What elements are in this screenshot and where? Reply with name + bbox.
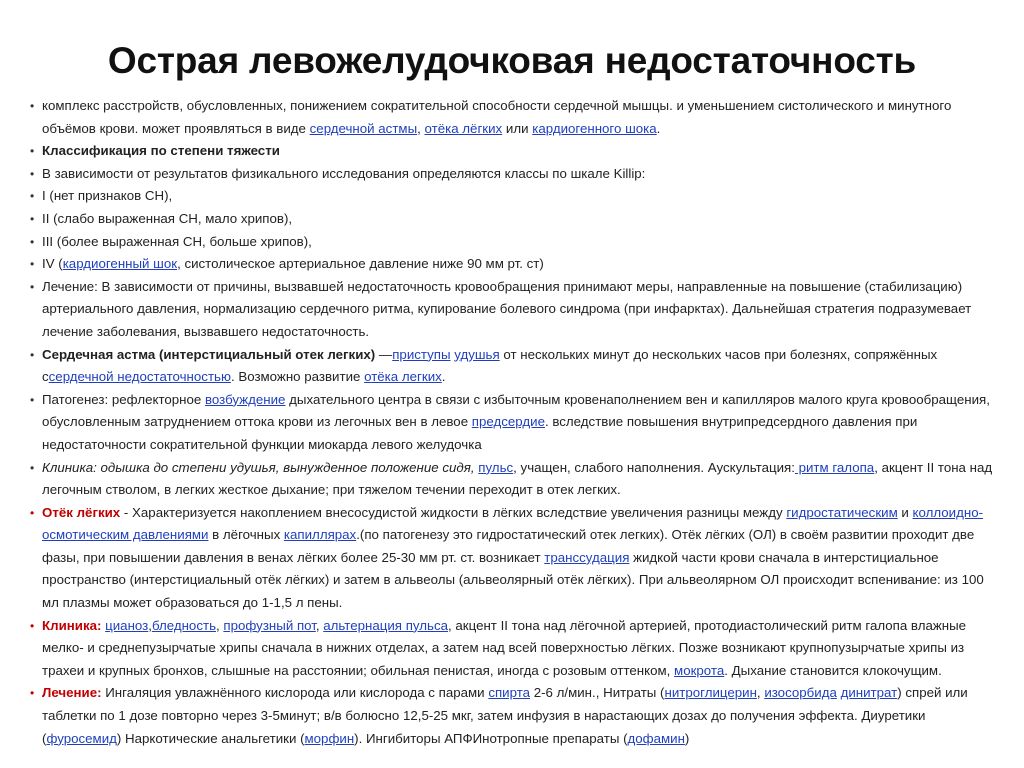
text: 2-6 л/мин., Нитраты ( — [530, 685, 665, 701]
text: - Характеризуется накоплением внесосудистой жидкости в лёгких вследствие увеличения разницы между — [120, 504, 787, 520]
text: , — [756, 685, 765, 701]
clinic-italic: Клиника: одышка до степени удушья, вынужденное положение сидя, — [42, 459, 475, 475]
link-cardiogenic-shock-2[interactable]: кардиогенный шок — [62, 256, 178, 272]
text: .(по патогенезу это гидростатический отек легких). Отёк лёгких (ОЛ) в своём развитии проходит две фазы, при повышении давления в венах лёгких более 25-30 мм рт. ст. возникает — [42, 527, 975, 565]
link-colloid-osmotic[interactable]: коллоидно-осмотическим давлениями — [42, 504, 984, 543]
link-morphine[interactable]: морфин — [304, 730, 355, 746]
edema-clinic-heading: Клиника: — [42, 617, 102, 633]
link-pulse[interactable]: пульс — [478, 459, 514, 475]
text: от нескольких минут до нескольких часов при болезнях, сопряжённых с — [42, 346, 938, 385]
text: комплекс расстройств, обусловленных, понижением сократительной способности сердечной мышцы. и уменьшением систолического и минутного объёмов крови. может проявляться в виде — [42, 98, 952, 136]
link-transudation[interactable]: транссудация — [544, 549, 630, 565]
page-title: Острая левожелудочковая недостаточность — [107, 40, 917, 81]
text: , — [148, 617, 152, 633]
link-cardiogenic-shock[interactable]: кардиогенного шока — [532, 120, 657, 136]
text: Патогенез: рефлекторное — [42, 391, 205, 407]
link-lung-edema[interactable]: отёка легких — [364, 369, 442, 385]
link-cardiac-asthma[interactable]: сердечной астмы — [309, 120, 418, 136]
link-gallop-rhythm[interactable]: ритм галопа — [794, 459, 875, 475]
lung-edema-heading: Отёк лёгких — [42, 504, 121, 520]
link-excitation[interactable]: возбуждение — [205, 391, 286, 407]
link-sputum[interactable]: мокрота — [674, 662, 725, 678]
bullet-killip — [28, 163, 996, 186]
text: , акцент II тона над лёгочной артерией, протодиастолический ритм галопа влажные мелко- и среднепузырчатые хрипы сначала в нижних отделах, а затем над всей поверхностью лёгких. Позже возникают крупнопузырчатые хрипы из трахеи и крупных бронхов, слышные на расстоянии; обильная пенистая, иногда с розовым оттенком, — [42, 617, 967, 678]
bullet-killip-3 — [28, 231, 996, 254]
bullet-edema-clinic — [28, 615, 996, 683]
text: , — [315, 617, 324, 633]
link-alcohol[interactable]: спирта — [488, 685, 531, 701]
text: , систолическое артериальное давление ниже 90 мм рт. ст) — [177, 256, 544, 272]
text: I (нет признаков СН), — [42, 188, 173, 204]
cardiac-asthma-heading: Сердечная астма (интерстициальный отек легких) — [42, 346, 376, 362]
link-nitroglycerin[interactable]: нитроглицерин — [664, 685, 757, 701]
text: В зависимости от результатов физикального исследования определяются классы по шкале Killip: — [42, 165, 646, 181]
bullet-clinic — [28, 457, 996, 502]
text: . вследствие повышения внутрипредсердного давления при недостаточности сократительной функции миокарда левого желудочка — [42, 414, 918, 452]
link-dopamine[interactable]: дофамин — [627, 730, 685, 746]
link-cyanosis[interactable]: цианоз — [105, 617, 149, 633]
bullet-pathogenesis — [28, 389, 996, 457]
link-dinitrate[interactable]: динитрат — [840, 685, 898, 701]
text: ) — [684, 730, 690, 746]
text: IV ( — [42, 256, 63, 272]
link-isosorbide[interactable]: изосорбида — [764, 685, 837, 701]
bullet-cardiac-asthma — [28, 344, 996, 389]
text: — — [375, 346, 393, 362]
bullet-edema-treatment — [28, 682, 996, 750]
text: жидкой части крови сначала в интерстициальное пространство (интерстициальный отёк лёгких) и затем в альвеолы (альвеолярный отёк лёгких). При альвеолярном ОЛ происходит вспенивание: из 100 мл плазмы может образоваться до 1-1,5 л пены. — [42, 549, 984, 611]
bullet-classification — [28, 140, 996, 163]
text: или — [502, 120, 533, 136]
bullet-definition — [28, 95, 996, 140]
bullet-killip-4 — [28, 253, 996, 276]
text: . Дыхание становится клокочущим. — [724, 662, 942, 678]
text: III (более выраженная СН, больше хрипов), — [42, 233, 312, 249]
link-pulse-alternation[interactable]: альтернация пульса — [323, 617, 448, 633]
link-capillaries[interactable]: капиллярах — [283, 527, 357, 543]
edema-treatment-heading: Лечение: — [42, 685, 102, 701]
link-profuse-sweat[interactable]: профузный пот — [223, 617, 316, 633]
text: ) Наркотические анальгетики ( — [116, 730, 305, 746]
link-pulmonary-edema[interactable]: отёка лёгких — [424, 120, 503, 136]
text: , учащен, слабого наполнения. Аускультация: — [513, 459, 795, 475]
bullet-list — [28, 95, 996, 750]
text: , — [216, 617, 224, 633]
text: II (слабо выраженная СН, мало хрипов), — [42, 210, 293, 226]
link-pallor[interactable]: бледность — [151, 617, 216, 633]
classification-heading: Классификация по степени тяжести — [42, 143, 280, 159]
text: ) спрей или таблетки по 1 дозе повторно через 3-5минут; в/в болюсно 12,5-25 мкг, затем инфузия в нарастающих дозах до получения эффекта. Диуретики ( — [42, 685, 968, 746]
text: . — [656, 120, 661, 136]
text: . — [441, 369, 446, 385]
text: , акцент II тона над легочным стволом, в легких жесткое дыхание; при тяжелом течении переходит в отек легких. — [42, 459, 993, 498]
text: в лёгочных — [208, 527, 284, 543]
text: Лечение: В зависимости от причины, вызвавшей недостаточность кровообращения принимают меры, направленные на повышение (стабилизацию) артериального давления, нормализацию сердечного ритма, купирование болевого синдрома (при инфарктах). Дальнейшая стратегия подразумевает лечение заболевания, вызвавшего недостаточность. — [42, 278, 972, 339]
bullet-lung-edema — [28, 502, 996, 615]
link-suffocation[interactable]: удушья — [454, 346, 500, 362]
link-hydrostatic[interactable]: гидростатическим — [786, 504, 898, 520]
text: Ингаляция увлажнённого кислорода или кислорода с парами — [101, 685, 489, 701]
link-attacks[interactable]: приступы — [392, 346, 451, 362]
bullet-killip-2 — [28, 208, 996, 231]
text: . Возможно развитие — [230, 369, 365, 385]
text: дыхательного центра в связи с избыточным кровенаполнением вен и капилляров малого круга кровообращения, обусловленным затруднением оттока крови из легочных вен в левое — [42, 391, 990, 430]
link-heart-failure[interactable]: сердечной недостаточностью — [48, 369, 231, 385]
bullet-killip-1 — [28, 185, 996, 208]
bullet-treatment — [28, 276, 996, 344]
text: ). Ингибиторы АПФИнотропные препараты ( — [354, 730, 628, 746]
text: и — [897, 504, 913, 520]
link-furosemide[interactable]: фуросемид — [46, 730, 117, 746]
link-atrium[interactable]: предсердие — [471, 414, 545, 430]
text: , — [417, 120, 425, 136]
